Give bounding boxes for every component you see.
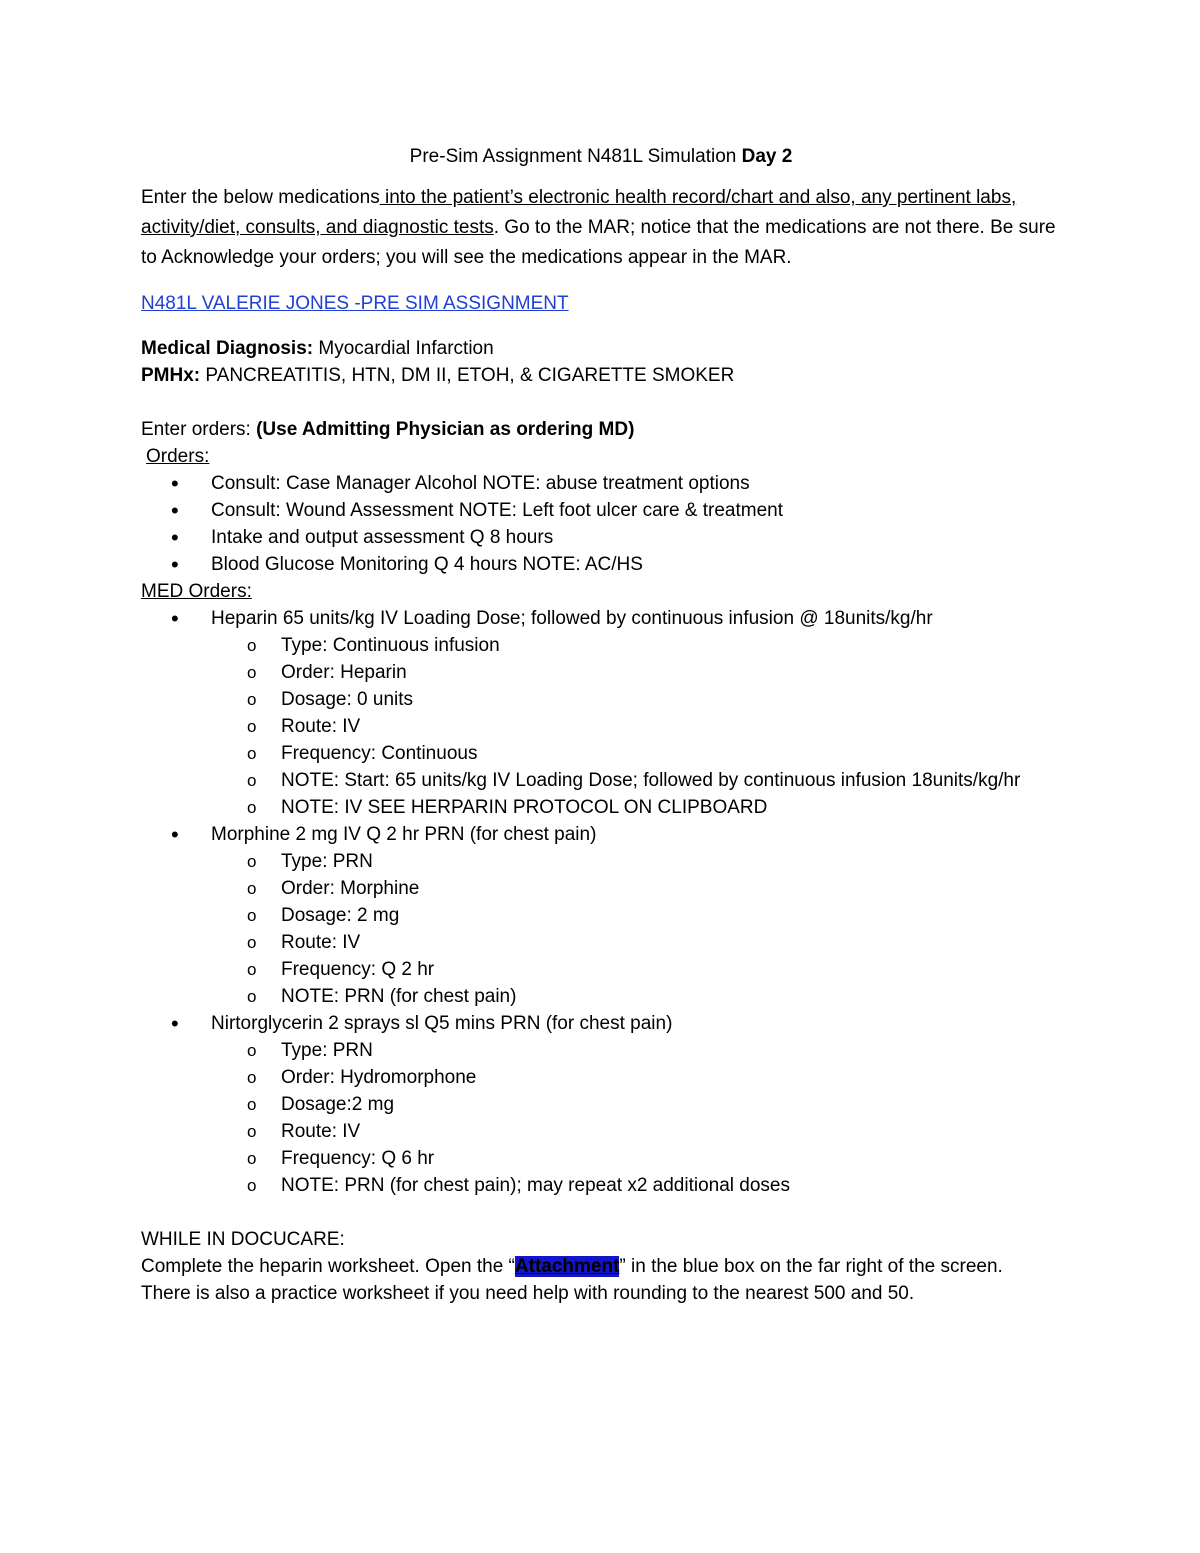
list-item: o Route: IV [211,713,1061,740]
assignment-link[interactable]: N481L VALERIE JONES -PRE SIM ASSIGNMENT [141,293,569,314]
list-item: • Blood Glucose Monitoring Q 4 hours NOTE: AC/HS [141,551,1061,578]
intro-paragraph: Enter the below medications into the patient’s electronic health record/chart and also, any pertinent labs, activity/diet, consults, and diagnostic tests. Go to the MAR; notice that the medications are not there. Be sure to Acknowledge your orders; you will see the medications appear in the MAR. [141,187,1056,268]
list-item: o Frequency: Q 6 hr [211,1145,1061,1172]
list-item: o NOTE: PRN (for chest pain); may repeat x2 additional doses [211,1172,1061,1199]
document-page [141,143,1061,1307]
med-order-heparin: • Heparin 65 units/kg IV Loading Dose; followed by continuous infusion @ 18units/kg/hr o Type: Continuous infusion o Order: Heparin o Dosage: 0 units o Route: IV o Frequency: Continuous o NOTE: Start: 65 units/kg IV Loading Dose; followed by continuous infusion 18units/kg/hr o NOTE: IV SEE HERPARIN PROTOCOL ON CLIPBOARD [141,605,1061,821]
med-orders-list [141,605,1061,1199]
list-item: o Route: IV [211,929,1061,956]
orders-heading: Orders: [146,446,210,467]
list-item: o NOTE: Start: 65 units/kg IV Loading Dose; followed by continuous infusion 18units/kg/hr [211,767,1061,794]
list-item: o Order: Hydromorphone [211,1064,1061,1091]
pmhx: PMHx: PANCREATITIS, HTN, DM II, ETOH, & CIGARETTE SMOKER [141,365,735,386]
list-item: • Consult: Case Manager Alcohol NOTE: abuse treatment options [141,470,1061,497]
list-item: o Type: Continuous infusion [211,632,1061,659]
morphine-details [211,848,1061,1010]
list-item: o Dosage:2 mg [211,1091,1061,1118]
list-item: o Frequency: Q 2 hr [211,956,1061,983]
enter-orders: Enter orders: (Use Admitting Physician as ordering MD) [141,419,635,440]
page-title: Pre-Sim Assignment N481L Simulation Day 2 [409,146,793,167]
docucare-section [141,1226,1061,1307]
list-item: o Order: Morphine [211,875,1061,902]
med-order-nitroglycerin: • Nirtorglycerin 2 sprays sl Q5 mins PRN (for chest pain) o Type: PRN o Order: Hydromorphone o Dosage:2 mg o Route: IV o Frequency: Q 6 hr o NOTE: PRN (for chest pain); may repeat x2 additional doses [141,1010,1061,1199]
med-order-morphine: • Morphine 2 mg IV Q 2 hr PRN (for chest pain) o Type: PRN o Order: Morphine o Dosage: 2 mg o Route: IV o Frequency: Q 2 hr o NOTE: PRN (for chest pain) [141,821,1061,1010]
list-item: • Consult: Wound Assessment NOTE: Left foot ulcer care & treatment [141,497,1061,524]
list-item: o NOTE: IV SEE HERPARIN PROTOCOL ON CLIPBOARD [211,794,1061,821]
orders-section [141,416,1061,1199]
med-orders-heading: MED Orders: [141,581,252,602]
list-item: o Type: PRN [211,848,1061,875]
intro-underlined: into the patient’s electronic health record/chart and also, any pertinent labs, activity/diet, consults, and diagnostic tests [141,187,1017,238]
list-item: o Dosage: 2 mg [211,902,1061,929]
attachment-highlight: Attachment [514,1256,620,1277]
orders-list [141,470,1061,578]
list-item: o Type: PRN [211,1037,1061,1064]
docucare-line-1: Complete the heparin worksheet. Open the “Attachment” in the blue box on the far right of the screen. [141,1256,1003,1277]
list-item: o Order: Heparin [211,659,1061,686]
heparin-details [211,632,1061,821]
list-item: o NOTE: PRN (for chest pain) [211,983,1061,1010]
medical-diagnosis: Medical Diagnosis: Myocardial Infarction [141,338,494,359]
title-day: Day 2 [741,146,793,167]
list-item: o Dosage: 0 units [211,686,1061,713]
diagnosis-block [141,335,1061,389]
docucare-line-2: There is also a practice worksheet if you need help with rounding to the nearest 500 and 50. [141,1283,915,1304]
docucare-heading: WHILE IN DOCUCARE: [141,1229,345,1250]
list-item: • Intake and output assessment Q 8 hours [141,524,1061,551]
list-item: o Route: IV [211,1118,1061,1145]
list-item: o Frequency: Continuous [211,740,1061,767]
nitroglycerin-details [211,1037,1061,1199]
